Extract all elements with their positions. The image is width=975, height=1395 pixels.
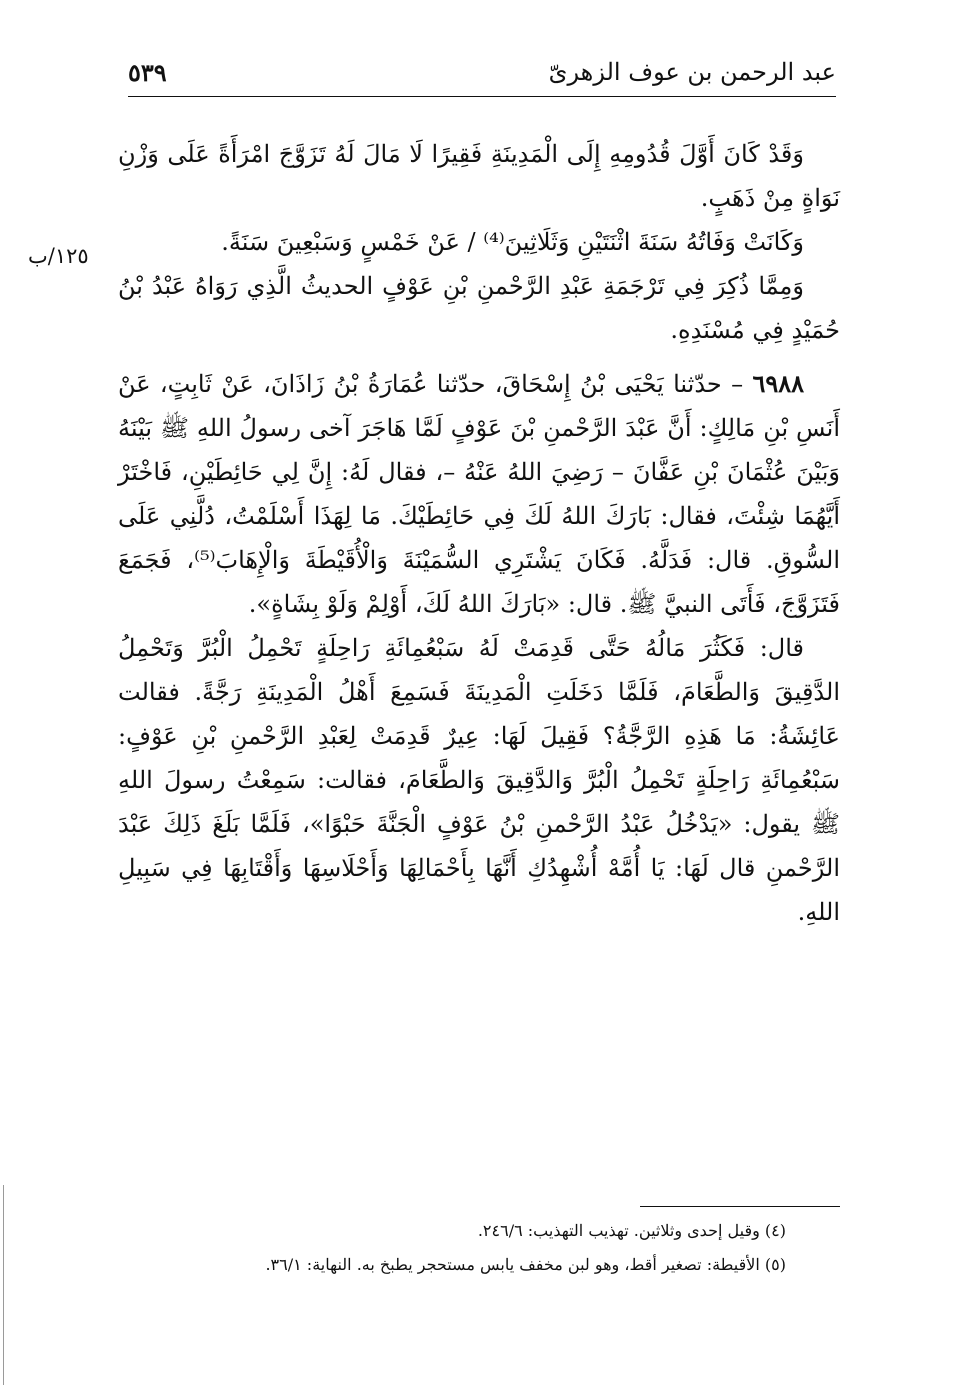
paragraph (118, 132, 840, 220)
footnote-5: (٥) الأقيطة: تصغير أقط، وهو لبن مخفف يابس مستحجر يطبخ به. النهاية: ٣٦/١. (265, 1255, 786, 1274)
scan-edge-line (3, 1185, 4, 1385)
paragraph (118, 220, 840, 264)
main-text (118, 132, 840, 934)
hadith-number: ٦٩٨٨ (752, 369, 804, 398)
paragraph-text: – حدّثنا يَحْيَى بْنُ إِسْحَاقَ، حدّثنا عُمَارَةُ بْنُ زَاذَانَ، عَنْ ثَابِتٍ، عَنْ أَنَسِ بْنِ مَالِكٍ: أَنَّ عَبْدَ الرَّحْمنِ بْنَ عَوْفٍ لَمَّا هَاجَرَ آخى رسولُ اللهِ ﷺ بَيْنَهُ وَبَيْنَ عُثْمَانَ بْنِ عَفَّانَ – رَضِيَ اللهُ عَنْهُ –، فقال لَهُ: إِنَّ لِي حَائِطَيْنِ، فَاخْتَرْ أَيَّهُمَا شِئْتَ، فقال: بَارَكَ اللهُ لَكَ فِي حَائِطَيْكَ. مَا لِهَذَا أَسْلَمْتُ، دُلَّنِي عَلَى السُّوقِ. قال: فَدَلَّهُ. فَكَانَ يَشْتَرِي السُّمَيْنَةَ وَالْأُقَيْطَةَ وَالْإِهَابَ⁽⁵⁾، فَجَمَعَ فَتَزَوَّجَ، فَأَتَى النبيَّ ﷺ. قال: «بَارَكَ اللهُ لَكَ، أَوْلِمْ وَلَوْ بِشَاةٍ». (118, 370, 840, 618)
running-title: عبد الرحمن بن عوف الزهرىّ (548, 58, 836, 86)
paragraph-text: وَمِمَّا ذُكِرَ فِي تَرْجَمَةِ عَبْدِ الرَّحْمنِ بْنِ عَوْفٍ الحديثُ الَّذِي رَوَاهُ عَبْدُ بْنُ حُمَيْدٍ فِي مُسْنَدِهِ. (118, 272, 840, 344)
paragraph-text: وَقَدْ كَانَ أَوَّلَ قُدُومِهِ إِلَى الْمَدِينَةِ فَقِيرًا لَا مَالَ لَهُ تَزَوَّجَ امْرَأَةً عَلَى وَزْنِ نَوَاةٍ مِنْ ذَهَبٍ. (118, 140, 840, 212)
page-header (128, 52, 836, 97)
footnotes (118, 1214, 786, 1282)
paragraph (118, 264, 840, 352)
page-number: ٥٣٩ (128, 58, 167, 87)
manuscript-folio-ref: ١٢٥/ب (28, 244, 89, 268)
paragraph-text: وَكَانَتْ وَفَاتُهُ سَنَةَ اثْنَتَيْنِ وَثَلَاثِينَ⁽⁴⁾ / عَنْ خَمْسٍ وَسَبْعِينَ سَنَةً. (221, 228, 804, 256)
footnote-divider (640, 1206, 840, 1207)
paragraph-text: قال: فَكَثُرَ مَالُهُ حَتَّى قَدِمَتْ لَهُ سَبْعُمِائَةِ رَاحِلَةٍ تَحْمِلُ الْبُرَّ وَتَحْمِلُ الدَّقِيقَ وَالطَّعَامَ، فَلَمَّا دَخَلَتِ الْمَدِينَةَ فَسَمِعَ أَهْلُ الْمَدِينَةِ رَجَّةً. فقالت عَائِشَةُ: مَا هَذِهِ الرَّجَّةُ؟ فَقِيلَ لَهَا: عِيرٌ قَدِمَتْ لِعَبْدِ الرَّحْمنِ بْنِ عَوْفٍ: سَبْعُمِائَةِ رَاحِلَةٍ تَحْمِلُ الْبُرَّ وَالدَّقِيقَ وَالطَّعَامَ، فقالت: سَمِعْتُ رسولَ اللهِ ﷺ يقول: «يَدْخُلُ عَبْدُ الرَّحْمنِ بْنُ عَوْفٍ الْجَنَّةَ حَبْوًا»، فَلَمَّا بَلَغَ ذَلِكَ عَبْدَ الرَّحْمنِ قال لَهَا: يَا أُمَّهْ أُشْهِدُكِ أَنَّهَا بِأَحْمَالِهَا وَأَحْلَاسِهَا وَأَقْتَابِهَا فِي سَبِيلِ اللهِ. (118, 634, 840, 926)
paragraph (118, 626, 840, 934)
footnote-4: (٤) وقيل إحدى وثلاثين. تهذيب التهذيب: ٢٤٦/٦. (477, 1221, 786, 1240)
hadith-paragraph (118, 362, 840, 626)
